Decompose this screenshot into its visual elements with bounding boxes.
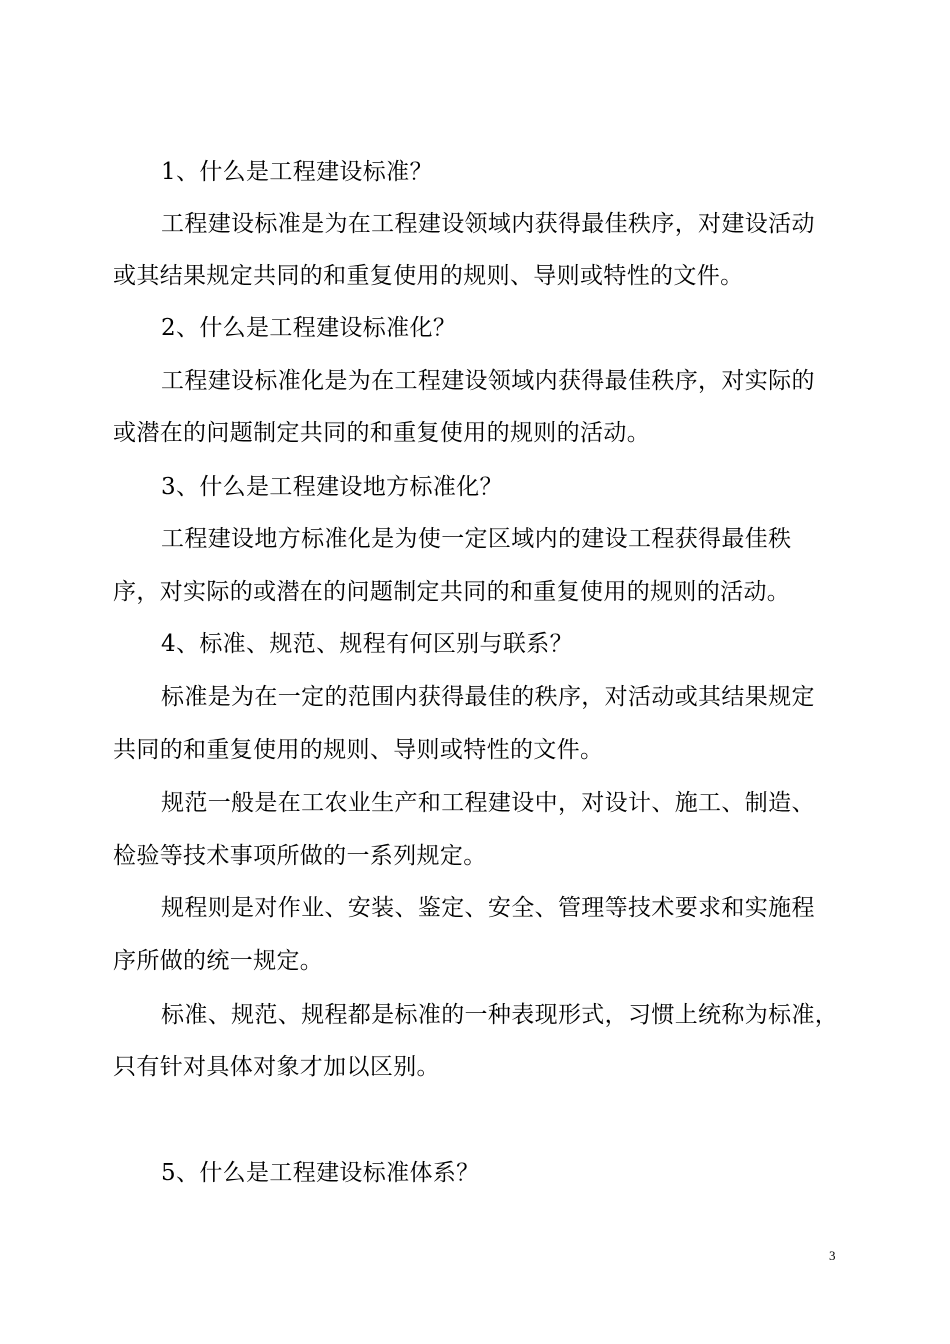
answer-3-line-2: 序，对实际的或潜在的问题制定共同的和重复使用的规则的活动。 <box>113 579 791 605</box>
question-4-heading: 4、标准、规范、规程有何区别与联系？ <box>161 631 573 657</box>
answer-4-para-2-line-2: 检验等技术事项所做的一系列规定。 <box>113 843 487 869</box>
answer-4-para-2-line-1: 规范一般是在工农业生产和工程建设中，对设计、施工、制造、 <box>161 790 815 816</box>
answer-1-line-1: 工程建设标准是为在工程建设领域内获得最佳秩序，对建设活动 <box>161 211 815 237</box>
answer-4-para-3-line-1: 规程则是对作业、安装、鉴定、安全、管理等技术要求和实施程 <box>161 895 815 921</box>
answer-4-para-1-line-2: 共同的和重复使用的规则、导则或特性的文件。 <box>113 737 604 763</box>
answer-4-para-4-line-2: 只有针对具体对象才加以区别。 <box>113 1054 440 1080</box>
question-2-heading: 2、什么是工程建设标准化？ <box>161 315 457 341</box>
answer-2-line-2: 或潜在的问题制定共同的和重复使用的规则的活动。 <box>113 420 651 446</box>
answer-2-line-1: 工程建设标准化是为在工程建设领域内获得最佳秩序，对实际的 <box>161 368 815 394</box>
answer-1-line-2: 或其结果规定共同的和重复使用的规则、导则或特性的文件。 <box>113 263 744 289</box>
answer-4-para-4-line-1: 标准、规范、规程都是标准的一种表现形式，习惯上统称为标准， <box>161 1002 839 1028</box>
page-number: 3 <box>829 1248 836 1263</box>
answer-4-para-1-line-1: 标准是为在一定的范围内获得最佳的秩序，对活动或其结果规定 <box>161 684 815 710</box>
question-3-heading: 3、什么是工程建设地方标准化？ <box>161 474 503 500</box>
question-5-heading: 5、什么是工程建设标准体系？ <box>161 1160 480 1186</box>
answer-4-para-3-line-2: 序所做的统一规定。 <box>113 948 324 974</box>
question-1-heading: 1、什么是工程建设标准？ <box>161 159 433 185</box>
answer-3-line-1: 工程建设地方标准化是为使一定区域内的建设工程获得最佳秩 <box>161 526 792 552</box>
